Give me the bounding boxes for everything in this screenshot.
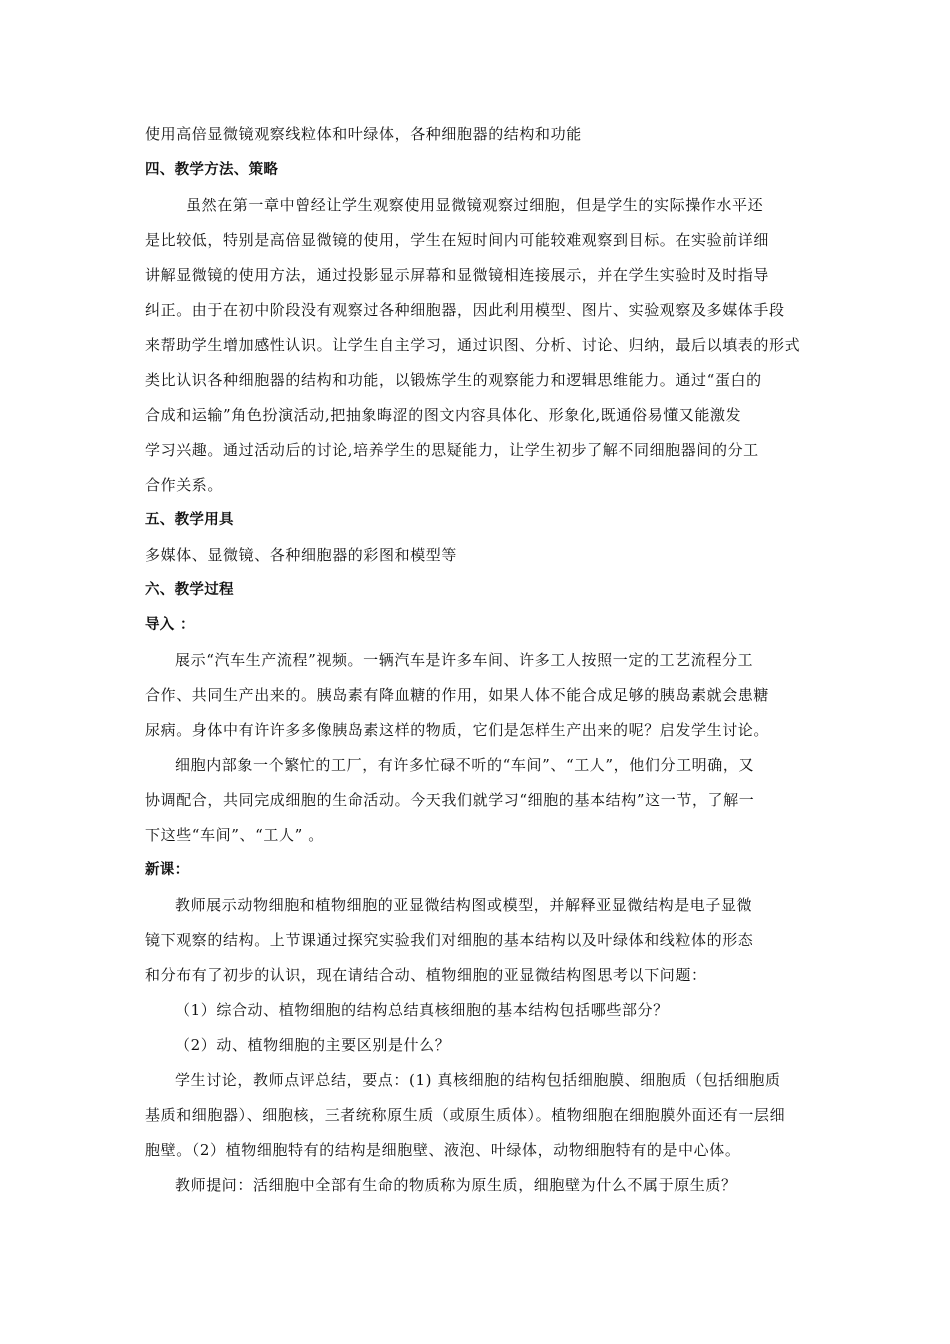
text-line: 学生讨论，教师点评总结，要点：(1) 真核细胞的结构包括细胞膜、细胞质（包括细胞质 — [175, 1071, 781, 1089]
text-line: 是比较低，特别是高倍显微镜的使用，学生在短时间内可能较难观察到目标。在实验前详细 — [145, 231, 770, 249]
text-line: 和分布有了初步的认识，现在请结合动、植物细胞的亚显微结构图思考以下问题： — [145, 966, 707, 984]
text-line: 尿病。身体中有许许多多像胰岛素这样的物质，它们是怎样生产出来的呢？启发学生讨论。 — [145, 721, 770, 739]
text-line: 教师提问：活细胞中全部有生命的物质称为原生质，细胞壁为什么不属于原生质？ — [175, 1176, 737, 1194]
text-line: 合作关系。 — [145, 476, 224, 494]
text-line: 纠正。由于在初中阶段没有观察过各种细胞器，因此利用模型、图片、实验观察及多媒体手段 — [145, 301, 785, 319]
section-heading: 五、教学用具 — [145, 512, 234, 528]
text-line: 学习兴趣。通过活动后的讨论,培养学生的思疑能力，让学生初步了解不同细胞器间的分工 — [145, 441, 759, 459]
question-item: （1）综合动、植物细胞的结构总结真核细胞的基本结构包括哪些部分？ — [175, 1001, 669, 1019]
text-line: 教师展示动物细胞和植物细胞的亚显微结构图或模型，并解释亚显微结构是电子显微 — [175, 896, 753, 914]
text-line: 下这些“车间”、“工人” 。 — [145, 826, 324, 844]
question-item: （2）动、植物细胞的主要区别是什么？ — [175, 1036, 451, 1054]
section-heading: 四、教学方法、策略 — [145, 162, 279, 178]
text-line: 合成和运输”角色扮演活动,把抽象晦涩的图文内容具体化、形象化,既通俗易懂又能激发 — [145, 406, 742, 424]
text-line: 虽然在第一章中曾经让学生观察使用显微镜观察过细胞，但是学生的实际操作水平还 — [186, 196, 764, 214]
text-line: 协调配合，共同完成细胞的生命活动。今天我们就学习“细胞的基本结构”这一节，了解一 — [145, 791, 755, 809]
text-line: 展示“汽车生产流程”视频。一辆汽车是许多车间、许多工人按照一定的工艺流程分工 — [175, 651, 754, 669]
text-line: 多媒体、显微镜、各种细胞器的彩图和模型等 — [145, 546, 458, 564]
text-line: 细胞内部象一个繁忙的工厂，有许多忙碌不听的“车间”、“工人”，他们分工明确，又 — [175, 756, 755, 774]
subsection-label: 新课： — [145, 862, 190, 878]
text-line: 使用高倍显微镜观察线粒体和叶绿体，各种细胞器的结构和功能 — [145, 125, 582, 143]
text-line: 胞壁。（2）植物细胞特有的结构是细胞壁、液泡、叶绿体，动物细胞特有的是中心体。 — [145, 1141, 741, 1159]
text-line: 来帮助学生增加感性认识。让学生自主学习，通过识图、分析、讨论、归纳，最后以填表的形式 — [145, 336, 801, 354]
text-line: 镜下观察的结构。上节课通过探究实验我们对细胞的基本结构以及叶绿体和线粒体的形态 — [145, 931, 754, 949]
text-line: 讲解显微镜的使用方法，通过投影显示屏幕和显微镜相连接展示，并在学生实验时及时指导 — [145, 266, 770, 284]
text-line: 类比认识各种细胞器的结构和功能，以锻炼学生的观察能力和逻辑思维能力。通过“蛋白的 — [145, 371, 762, 389]
text-line: 合作、共同生产出来的。胰岛素有降血糖的作用，如果人体不能合成足够的胰岛素就会患糖 — [145, 686, 770, 704]
subsection-label: 导入 ： — [145, 617, 195, 633]
section-heading: 六、教学过程 — [145, 582, 234, 598]
text-line: 基质和细胞器）、细胞核，三者统称原生质（或原生质体）。植物细胞在细胞膜外面还有一层细 — [145, 1106, 786, 1124]
